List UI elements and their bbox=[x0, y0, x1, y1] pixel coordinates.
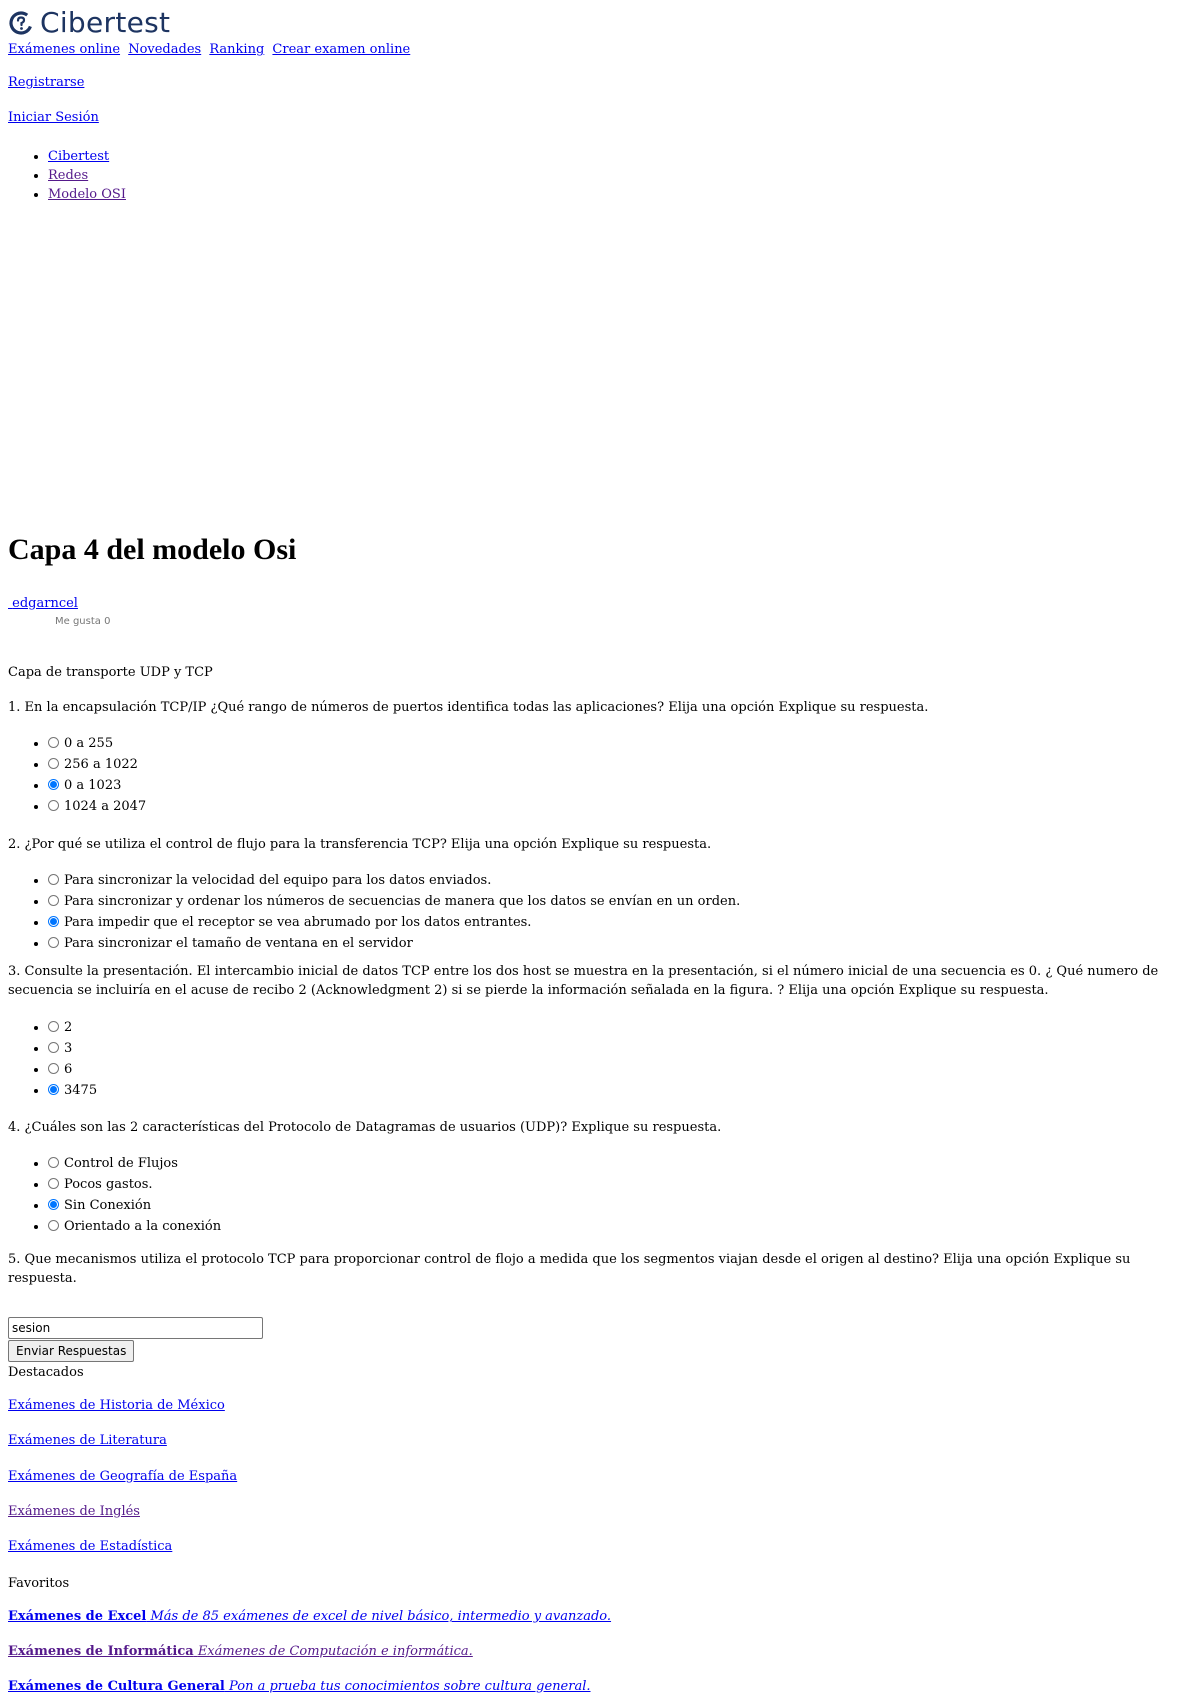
author-link[interactable] bbox=[8, 596, 78, 611]
option[interactable] bbox=[48, 1038, 97, 1059]
answer-input[interactable] bbox=[8, 1317, 263, 1339]
submit-answers-button[interactable]: Enviar Respuestas bbox=[8, 1340, 134, 1362]
option[interactable] bbox=[48, 1153, 221, 1174]
breadcrumb-modelo-osi[interactable]: Modelo OSI bbox=[48, 187, 126, 202]
featured-heading: Destacados bbox=[8, 1365, 84, 1380]
option[interactable] bbox=[48, 1216, 221, 1237]
radio-button[interactable] bbox=[48, 758, 59, 769]
option-label: 1024 a 2047 bbox=[64, 799, 147, 814]
option[interactable] bbox=[48, 733, 146, 754]
option[interactable] bbox=[48, 891, 740, 912]
featured-link-historia-mexico[interactable]: Exámenes de Historia de México bbox=[8, 1398, 225, 1413]
question-1-options bbox=[28, 733, 146, 817]
option-label: 2 bbox=[64, 1020, 73, 1035]
brand-name: Cibertest bbox=[40, 6, 171, 39]
radio-button[interactable] bbox=[48, 1021, 59, 1032]
option[interactable] bbox=[48, 1174, 221, 1195]
option-label: Para sincronizar el tamaño de ventana en el servidor bbox=[64, 936, 413, 951]
option[interactable] bbox=[48, 933, 740, 954]
nav-novedades[interactable]: Novedades bbox=[128, 42, 202, 57]
option-label: Para sincronizar la velocidad del equipo para los datos enviados. bbox=[64, 873, 492, 888]
radio-button[interactable] bbox=[48, 1178, 59, 1189]
breadcrumb-item bbox=[48, 185, 126, 204]
option-label: Orientado a la conexión bbox=[64, 1219, 222, 1234]
favorite-title: Exámenes de Excel bbox=[8, 1609, 147, 1624]
featured-link-literatura[interactable]: Exámenes de Literatura bbox=[8, 1433, 167, 1448]
breadcrumb-item bbox=[48, 166, 126, 185]
question-2-options bbox=[28, 870, 740, 954]
option-label: Para sincronizar y ordenar los números de secuencias de manera que los datos se envían en un orden. bbox=[64, 894, 741, 909]
question-3-text: 3. Consulte la presentación. El intercambio inicial de datos TCP entre los dos host se muestra en la presentación, si el número inicial de una secuencia es 0. ¿ Qué numero de secuencia se incluiría en el acuse de recibo 2 (Acknowledgment 2) si se pierde la información señalada en la figura. ? Elija una opción Explique su respuesta. bbox=[8, 964, 1159, 998]
option-label: 0 a 1023 bbox=[64, 778, 122, 793]
option[interactable] bbox=[48, 1080, 97, 1101]
author-name: edgarncel bbox=[12, 596, 78, 611]
login-link[interactable]: Iniciar Sesión bbox=[8, 110, 99, 125]
radio-button[interactable] bbox=[48, 737, 59, 748]
radio-button-selected[interactable] bbox=[48, 1199, 59, 1210]
option-label: Para impedir que el receptor se vea abrumado por los datos entrantes. bbox=[64, 915, 532, 930]
option-label: 0 a 255 bbox=[64, 736, 114, 751]
favorite-link-informatica[interactable] bbox=[8, 1644, 473, 1659]
breadcrumb-cibertest[interactable]: Cibertest bbox=[48, 149, 110, 164]
featured-link-ingles[interactable]: Exámenes de Inglés bbox=[8, 1504, 140, 1519]
option-label: 3 bbox=[64, 1041, 73, 1056]
breadcrumb-redes[interactable]: Redes bbox=[48, 168, 89, 183]
question-2-text: 2. ¿Por qué se utiliza el control de flujo para la transferencia TCP? Elija una opción Explique su respuesta. bbox=[8, 837, 712, 852]
question-1-text: 1. En la encapsulación TCP/IP ¿Qué rango de números de puertos identifica todas las aplicaciones? Elija una opción Explique su respuesta. bbox=[8, 700, 929, 715]
nav-examenes-online[interactable]: Exámenes online bbox=[8, 42, 121, 57]
favorite-description: Exámenes de Computación e informática. bbox=[197, 1644, 473, 1659]
breadcrumb-item bbox=[48, 147, 126, 166]
radio-button[interactable] bbox=[48, 800, 59, 811]
radio-button[interactable] bbox=[48, 1042, 59, 1053]
favorite-link-cultura-general[interactable] bbox=[8, 1679, 591, 1694]
radio-button-selected[interactable] bbox=[48, 1084, 59, 1095]
question-3-options bbox=[28, 1017, 97, 1101]
favorite-link-excel[interactable] bbox=[8, 1609, 611, 1624]
cibertest-logo-icon bbox=[8, 10, 34, 36]
option[interactable] bbox=[48, 1059, 97, 1080]
option[interactable] bbox=[48, 1017, 97, 1038]
option-label: 3475 bbox=[64, 1083, 98, 1098]
featured-link-geografia-espana[interactable]: Exámenes de Geografía de España bbox=[8, 1469, 238, 1484]
favorite-description: Pon a prueba tus conocimientos sobre cultura general. bbox=[229, 1679, 591, 1694]
favorite-description: Más de 85 exámenes de excel de nivel básico, intermedio y avanzado. bbox=[150, 1609, 612, 1624]
top-navigation bbox=[8, 42, 414, 57]
radio-button[interactable] bbox=[48, 1157, 59, 1168]
question-4-options bbox=[28, 1153, 221, 1237]
favorite-title: Exámenes de Cultura General bbox=[8, 1679, 225, 1694]
question-5-text: 5. Que mecanismos utiliza el protocolo TCP para proporcionar control de flojo a medida que los segmentos viajan desde el origen al destino? Elija una opción Explique su respuesta. bbox=[8, 1252, 1131, 1286]
option[interactable] bbox=[48, 754, 146, 775]
option[interactable] bbox=[48, 912, 740, 933]
breadcrumb bbox=[28, 147, 126, 204]
question-4-text: 4. ¿Cuáles son las 2 características del Protocolo de Datagramas de usuarios (UDP)? Explique su respuesta. bbox=[8, 1120, 722, 1135]
option-label: Pocos gastos. bbox=[64, 1177, 153, 1192]
nav-ranking[interactable]: Ranking bbox=[209, 42, 265, 57]
option-label: 256 a 1022 bbox=[64, 757, 138, 772]
exam-description: Capa de transporte UDP y TCP bbox=[8, 665, 213, 680]
page-title: Capa 4 del modelo Osi bbox=[8, 533, 297, 566]
site-logo[interactable] bbox=[8, 6, 170, 39]
favorite-title: Exámenes de Informática bbox=[8, 1644, 194, 1659]
radio-button-selected[interactable] bbox=[48, 916, 59, 927]
option-label: Sin Conexión bbox=[64, 1198, 152, 1213]
radio-button[interactable] bbox=[48, 1063, 59, 1074]
radio-button[interactable] bbox=[48, 937, 59, 948]
option-label: Control de Flujos bbox=[64, 1156, 178, 1171]
radio-button[interactable] bbox=[48, 1220, 59, 1231]
radio-button[interactable] bbox=[48, 895, 59, 906]
radio-button[interactable] bbox=[48, 874, 59, 885]
featured-link-estadistica[interactable]: Exámenes de Estadística bbox=[8, 1539, 173, 1554]
option[interactable] bbox=[48, 796, 146, 817]
option[interactable] bbox=[48, 1195, 221, 1216]
option[interactable] bbox=[48, 870, 740, 891]
like-count[interactable]: Me gusta 0 bbox=[55, 616, 111, 627]
favorites-heading: Favoritos bbox=[8, 1576, 70, 1591]
option[interactable] bbox=[48, 775, 146, 796]
radio-button-selected[interactable] bbox=[48, 779, 59, 790]
nav-crear-examen[interactable]: Crear examen online bbox=[272, 42, 411, 57]
register-link[interactable]: Registrarse bbox=[8, 75, 85, 90]
option-label: 6 bbox=[64, 1062, 73, 1077]
